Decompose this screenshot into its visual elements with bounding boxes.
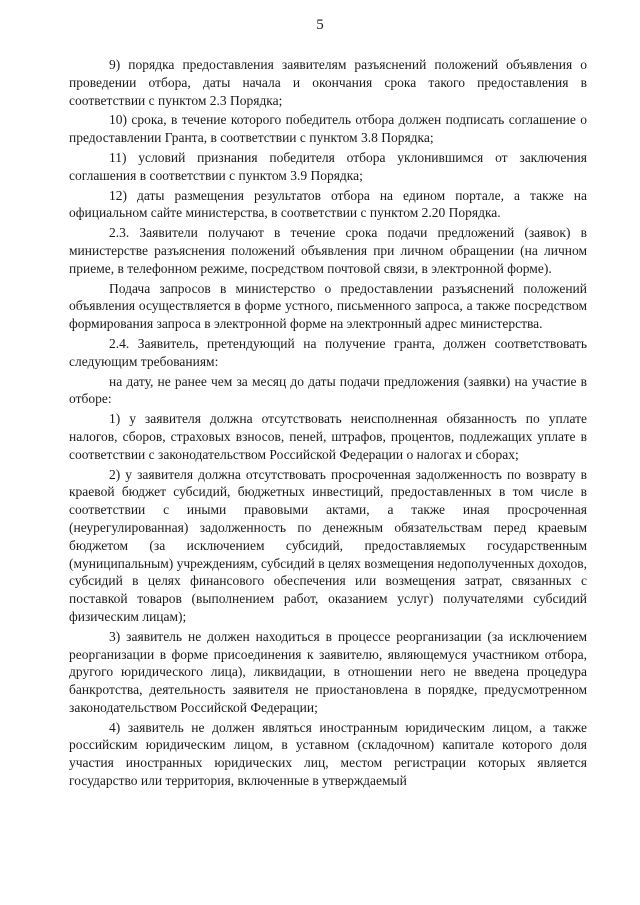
paragraph-requirement-1: 1) у заявителя должна отсутствовать неисполненная обязанность по уплате налогов, сборов, страховых взносов, пеней, штрафов, процентов, подлежащих уплате в соответствии с законодательством Российской Федерации о налогах и сборах; — [69, 411, 587, 462]
paragraph-section-2-4: 2.4. Заявитель, претендующий на получение гранта, должен соответствовать следующим требованиям: — [69, 335, 587, 369]
paragraph-item-9: 9) порядка предоставления заявителям разъяснений положений объявления о проведении отбора, даты начала и окончания срока такого предоставления в соответствии с пунктом 2.3 Порядка; — [69, 57, 587, 108]
paragraph-requirement-4: 4) заявитель не должен являться иностранным юридическим лицом, а также российским юридическим лицом, в уставном (складочном) капитале которого доля участия иностранных юридических лиц, местом регистрации которых является государство или территория, включенные в утверждаемый — [69, 719, 587, 789]
paragraph-date-condition: на дату, не ранее чем за месяц до даты подачи предложения (заявки) на участие в отборе: — [69, 373, 587, 407]
document-body — [69, 56, 587, 790]
paragraph-section-2-3: 2.3. Заявители получают в течение срока подачи предложений (заявок) в министерстве разъяснения положений объявления при личном обращении (на личном приеме, в телефонном режиме, посредством почтовой связи, в электронной форме). — [69, 225, 587, 276]
paragraph-item-12: 12) даты размещения результатов отбора на едином портале, а также на официальном сайте министерства, в соответствии с пунктом 2.20 Порядка. — [69, 187, 587, 221]
paragraph-requests: Подача запросов в министерство о предоставлении разъяснений положений объявления осуществляется в форме устного, письменного запроса, а также посредством формирования запроса в электронной форме на электронный адрес министерства. — [69, 280, 587, 332]
paragraph-requirement-3: 3) заявитель не должен находиться в процессе реорганизации (за исключением реорганизации в форме присоединения к заявителю, являющемуся участником отбора, другого юридического лица), ликвидации, в отношении него не введена процедура банкротства, деятельность заявителя не приостановлена в порядке, предусмотренном законодательством Российской Федерации; — [69, 628, 587, 715]
page-number: 5 — [316, 17, 324, 33]
paragraph-requirement-2: 2) у заявителя должна отсутствовать просроченная задолженность по возврату в краевой бюджет субсидий, бюджетных инвестиций, предоставленных в том числе в соответствии с иными правовыми актами, а также иная просроченная (неурегулированная) задолженность по денежным обязательствам перед краевым бюджетом (за исключением субсидий, предоставляемых государственным (муниципальным) учреждениям, субсидий в целях возмещения недополученных доходов, субсидий в целях финансового обеспечения или возмещения затрат, связанных с поставкой товаров (выполнением работ, оказанием услуг) получателями субсидий физическим лицам); — [69, 466, 587, 624]
paragraph-item-10: 10) срока, в течение которого победитель отбора должен подписать соглашение о предоставлении Гранта, в соответствии с пунктом 3.8 Порядка; — [69, 112, 587, 146]
paragraph-item-11: 11) условий признания победителя отбора уклонившимся от заключения соглашения в соответствии с пунктом 3.9 Порядка; — [69, 149, 587, 183]
